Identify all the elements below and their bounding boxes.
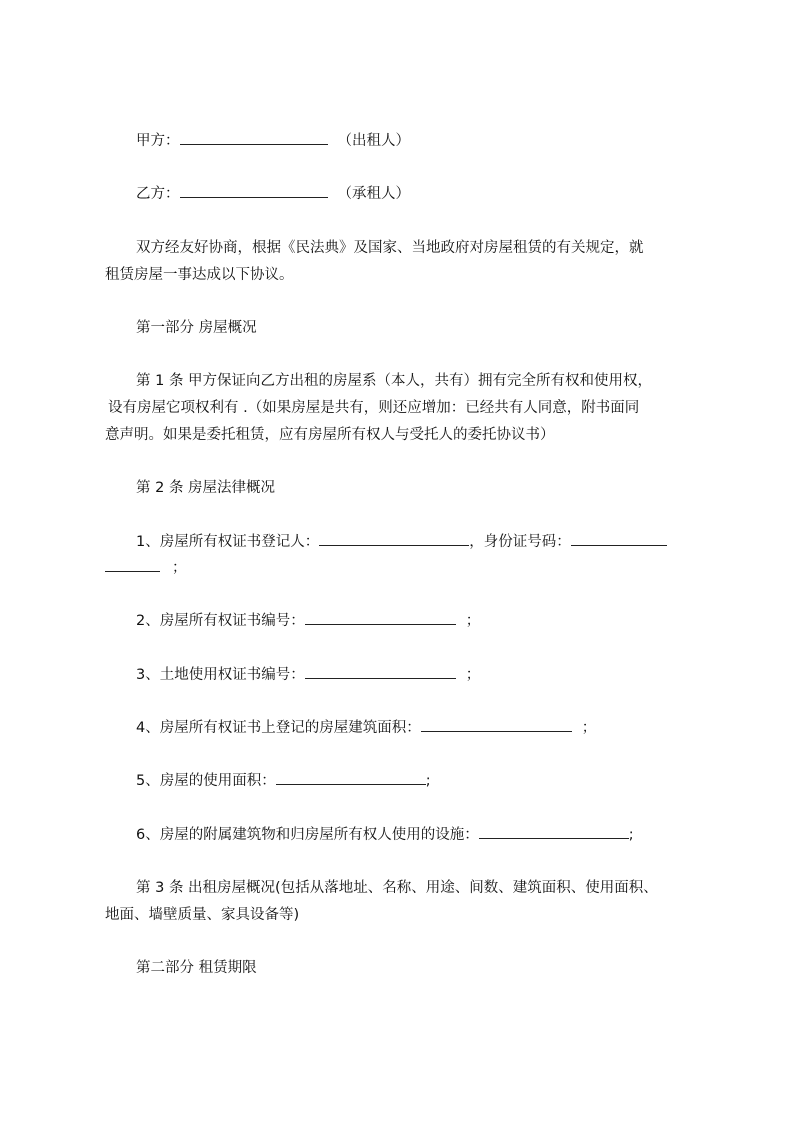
part1-title: 第一部分 房屋概况 [136,320,257,336]
item5-end: ; [425,773,431,789]
item1-mid: ，身份证号码： [469,534,571,550]
part2-title: 第二部分 租赁期限 [136,960,257,976]
article3-line-2: 地面、墙壁质量、家具设备等) [105,907,300,923]
item2-label: 2、房屋所有权证书编号： [136,613,305,629]
land-cert-blank[interactable] [305,666,456,679]
article2-item2 [136,611,480,631]
item1-label: 1、房屋所有权证书登记人： [136,534,320,550]
item1-end: ； [172,560,187,576]
party-b-role: （承租人） [337,186,410,202]
article1-line-2: 设有房屋它项权利有 .（如果房屋是共有，则还应增加：已经共有人同意，附书面同 [108,400,640,416]
intro-line-2: 租赁房屋一事达成以下协议。 [105,267,294,283]
article2-item6 [136,825,634,845]
item6-end: ; [628,827,634,843]
item3-label: 3、土地使用权证书编号： [136,667,305,683]
article2-item3 [136,665,480,685]
article2-item1-cont [105,558,187,578]
article3-line-1: 第 3 条 出租房屋概况(包括从落地址、名称、用途、间数、建筑面积、使用面积、 [136,880,658,896]
building-area-blank[interactable] [421,719,572,732]
party-a-label: 甲方： [136,133,180,149]
article2-item1 [136,532,667,552]
registrant-blank[interactable] [319,533,469,546]
article1-line-3: 意声明。如果是委托租赁，应有房屋所有权人与受托人的委托协议书） [105,427,555,443]
article2-title: 第 2 条 房屋法律概况 [136,480,276,496]
item5-label: 5、房屋的使用面积： [136,773,276,789]
item4-end: ； [581,720,597,736]
ownership-cert-blank[interactable] [305,612,456,625]
article2-item5 [136,771,431,791]
id-number-blank-1[interactable] [571,533,667,546]
party-b-label: 乙方： [136,186,180,202]
party-a-role: （出租人） [337,133,410,149]
article1-line-1: 第 1 条 甲方保证向乙方出租的房屋系（本人，共有）拥有完全所有权和使用权， [136,373,653,389]
item3-end: ； [465,667,481,683]
party-a-blank[interactable] [180,132,328,145]
article2-item4 [136,718,596,738]
intro-line-1: 双方经友好协商，根据《民法典》及国家、当地政府对房屋租赁的有关规定，就 [136,240,644,256]
party-b-blank[interactable] [180,185,328,198]
party-b-line [136,184,410,204]
party-a-line [136,131,410,151]
item6-label: 6、房屋的附属建筑物和归房屋所有权人使用的设施： [136,827,479,843]
item4-label: 4、房屋所有权证书上登记的房屋建筑面积： [136,720,421,736]
id-number-blank-2[interactable] [105,559,160,572]
facilities-blank[interactable] [479,826,629,839]
usable-area-blank[interactable] [276,772,426,785]
item2-end: ； [465,613,481,629]
